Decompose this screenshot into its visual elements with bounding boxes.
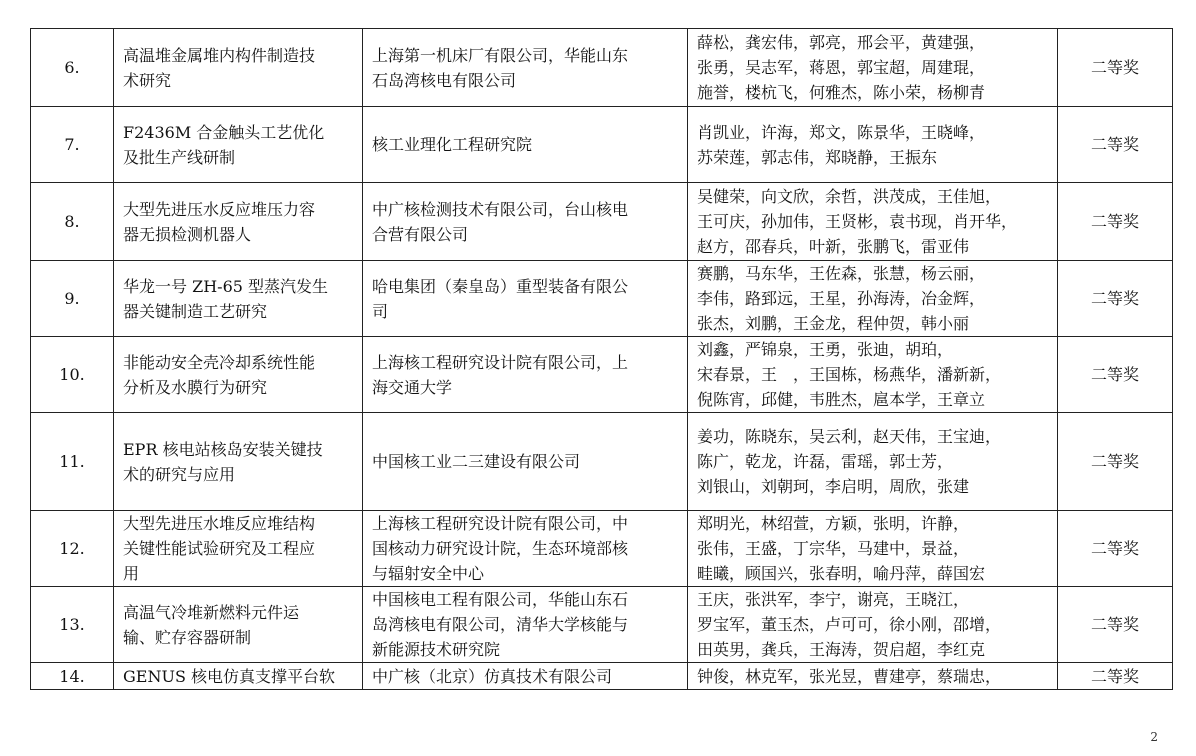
organizations-line: 中广核（北京）仿真技术有限公司: [372, 666, 613, 686]
project-title-cell: [114, 107, 363, 183]
project-title-cell: [114, 663, 363, 690]
contributors-line: 刘鑫，严锦泉，王勇，张迪，胡珀，: [697, 340, 954, 359]
contributors-line: 张伟，王盛，丁宗华，马建中，景益，: [697, 539, 970, 558]
project-title-cell: [114, 337, 363, 413]
organizations-line: 司: [372, 301, 389, 321]
organizations-line: 上海第一机床厂有限公司，华能山东: [372, 45, 629, 65]
project-title-line: 用: [123, 564, 140, 583]
table-row: [31, 29, 1173, 107]
project-title-line: 华龙一号 ZH-65 型蒸汽发生: [123, 276, 329, 296]
contributors-cell: [688, 261, 1058, 337]
project-title-line: 高温堆金属堆内构件制造技: [123, 45, 316, 65]
contributors-line: 张勇，吴志军，蒋恩，郭宝超，周建琨，: [697, 58, 986, 77]
contributors-line: 薛松，龚宏伟，郭亮，邢会平，黄建强，: [697, 33, 986, 52]
project-title-cell: [114, 29, 363, 107]
award-level-cell: 二等奖: [1058, 337, 1173, 413]
project-title-cell: [114, 261, 363, 337]
project-title-line: 非能动安全壳冷却系统性能: [123, 352, 316, 372]
organizations-line: 核工业理化工程研究院: [372, 135, 533, 154]
organizations-line: 上海核工程研究设计院有限公司，上: [372, 352, 629, 372]
project-title-line: 关键性能试验研究及工程应: [123, 539, 316, 558]
organizations-line: 中广核检测技术有限公司，台山核电: [372, 199, 629, 219]
contributors-line: 吴健荣，向文欣，余哲，洪茂成，王佳旭，: [697, 187, 1002, 206]
project-title-line: F2436M 合金触头工艺优化: [123, 122, 325, 142]
award-level-cell: 二等奖: [1058, 107, 1173, 183]
contributors-line: 陈广，乾龙，许磊，雷瑶，郭士芳，: [697, 452, 954, 471]
organizations-line: 国核动力研究设计院，生态环境部核: [372, 539, 629, 558]
contributors-line: 田英男，龚兵，王海涛，贺启超，李红克: [697, 640, 986, 659]
contributors-line: 肖凯业，许海，郑文，陈景华，王晓峰，: [697, 122, 986, 142]
project-title-line: 及批生产线研制: [123, 147, 236, 167]
organizations-line: 合营有限公司: [372, 224, 469, 244]
project-title-line: 分析及水膜行为研究: [123, 377, 268, 397]
award-level-cell: 二等奖: [1058, 511, 1173, 587]
contributors-cell: [688, 663, 1058, 690]
row-number-cell: 10.: [31, 337, 114, 413]
contributors-cell: [688, 337, 1058, 413]
project-title-line: 大型先进压水反应堆压力容: [123, 199, 316, 219]
contributors-line: 钟俊，林克军，张光昱，曹建亭，蔡瑞忠，: [697, 666, 1002, 686]
row-number-cell: 7.: [31, 107, 114, 183]
project-title-cell: [114, 183, 363, 261]
organizations-cell: [363, 413, 688, 511]
organizations-line: 中国核工业二三建设有限公司: [372, 452, 581, 471]
row-number-cell: 11.: [31, 413, 114, 511]
contributors-line: 赛鹏，马东华，王佐森，张慧，杨云丽，: [697, 264, 986, 283]
contributors-line: 倪陈宵，邱健，韦胜杰，扈本学，王章立: [697, 390, 986, 409]
project-title-line: 输、贮存容器研制: [123, 627, 252, 647]
project-title-line: 高温气冷堆新燃料元件运: [123, 602, 300, 622]
contributors-cell: [688, 29, 1058, 107]
organizations-cell: [363, 587, 688, 663]
organizations-line: 海交通大学: [372, 377, 453, 397]
project-title-line: 大型先进压水堆反应堆结构: [123, 514, 316, 533]
organizations-line: 中国核电工程有限公司，华能山东石: [372, 590, 629, 609]
table-row: [31, 587, 1173, 663]
project-title-line: 器无损检测机器人: [123, 224, 252, 244]
row-number-cell: 13.: [31, 587, 114, 663]
contributors-cell: [688, 413, 1058, 511]
contributors-line: 张杰，刘鹏，王金龙，程仲贺，韩小丽: [697, 314, 970, 333]
contributors-line: 王庆，张洪军，李宁，谢亮，王晓江，: [697, 590, 970, 609]
contributors-line: 宋春景，王 ，王国栋，杨燕华，潘新新，: [697, 365, 1002, 384]
award-level-cell: 二等奖: [1058, 183, 1173, 261]
contributors-line: 畦曦，顾国兴，张春明，喻丹萍，薛国宏: [697, 564, 986, 583]
organizations-cell: [363, 183, 688, 261]
project-title-line: 术研究: [123, 70, 172, 90]
row-number-cell: 12.: [31, 511, 114, 587]
table-row: [31, 413, 1173, 511]
award-level-cell: 二等奖: [1058, 29, 1173, 107]
row-number-cell: 8.: [31, 183, 114, 261]
contributors-line: 刘银山，刘朝珂，李启明，周欣，张建: [697, 477, 970, 496]
award-level-cell: 二等奖: [1058, 663, 1173, 690]
organizations-cell: [363, 261, 688, 337]
project-title-cell: [114, 587, 363, 663]
table-row: [31, 261, 1173, 337]
organizations-cell: [363, 337, 688, 413]
award-level-cell: 二等奖: [1058, 587, 1173, 663]
project-title-line: 术的研究与应用: [123, 464, 236, 484]
contributors-cell: [688, 587, 1058, 663]
row-number-cell: 14.: [31, 663, 114, 690]
contributors-line: 苏荣莲，郭志伟，郑晓静，王振东: [697, 147, 938, 167]
contributors-cell: [688, 107, 1058, 183]
contributors-line: 郑明光，林绍萱，方颖，张明，许静，: [697, 514, 970, 533]
organizations-cell: [363, 107, 688, 183]
contributors-line: 李伟，路郅远，王星，孙海涛，冶金辉，: [697, 289, 986, 308]
page-number: 2: [1150, 730, 1158, 744]
project-title-cell: [114, 511, 363, 587]
table-row: [31, 663, 1173, 690]
organizations-line: 岛湾核电有限公司，清华大学核能与: [372, 615, 629, 634]
table-row: [31, 107, 1173, 183]
contributors-line: 施誉，楼杭飞，何雅杰，陈小荣，杨柳青: [697, 83, 986, 102]
contributors-line: 罗宝军，董玉杰，卢可可，徐小刚，邵增，: [697, 615, 1002, 634]
project-title-line: 器关键制造工艺研究: [123, 301, 268, 321]
contributors-cell: [688, 511, 1058, 587]
table-row: [31, 511, 1173, 587]
award-level-cell: 二等奖: [1058, 261, 1173, 337]
organizations-cell: [363, 663, 688, 690]
awards-table-body: [31, 29, 1173, 690]
organizations-line: 与辐射安全中心: [372, 564, 485, 583]
organizations-cell: [363, 29, 688, 107]
table-row: [31, 183, 1173, 261]
row-number-cell: 6.: [31, 29, 114, 107]
contributors-line: 赵方，邵春兵，叶新，张鹏飞，雷亚伟: [697, 237, 970, 256]
project-title-cell: [114, 413, 363, 511]
row-number-cell: 9.: [31, 261, 114, 337]
contributors-cell: [688, 183, 1058, 261]
organizations-line: 新能源技术研究院: [372, 640, 501, 659]
awards-table: [30, 28, 1173, 690]
award-level-cell: 二等奖: [1058, 413, 1173, 511]
organizations-line: 哈电集团（秦皇岛）重型装备有限公: [372, 276, 629, 296]
organizations-line: 上海核工程研究设计院有限公司，中: [372, 514, 629, 533]
project-title-line: EPR 核电站核岛安装关键技: [123, 439, 323, 459]
contributors-line: 姜功，陈晓东，吴云利，赵天伟，王宝迪，: [697, 427, 1002, 446]
project-title-line: GENUS 核电仿真支撑平台软: [123, 666, 335, 686]
table-row: [31, 337, 1173, 413]
organizations-cell: [363, 511, 688, 587]
organizations-line: 石岛湾核电有限公司: [372, 70, 517, 90]
contributors-line: 王可庆，孙加伟，王贤彬，袁书现，肖开华，: [697, 212, 1018, 231]
